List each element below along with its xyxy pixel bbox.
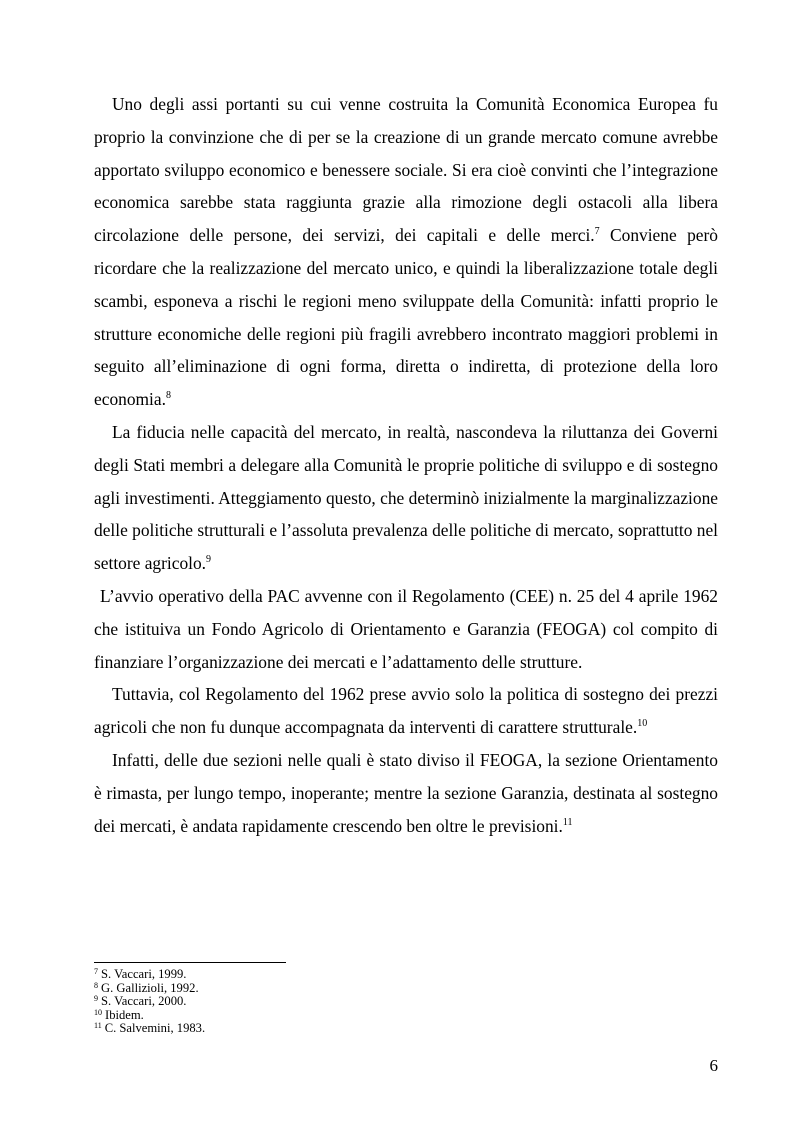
footnote-text: C. Salvemini, 1983. [104,1021,206,1036]
paragraph-3 [94,580,718,678]
paragraph-text: La fiducia nelle capacità del mercato, in realtà, nascondeva la riluttanza dei Governi degli Stati membri a delegare alla Comunità le proprie politiche di sviluppo e di sostegno agli investimenti. Atteggiamento questo, che determinò inizialmente la marginalizzazione delle politiche strutturali e l’assoluta prevalenza delle politiche di mercato, soprattutto nel settore agricolo. [94,421,718,574]
footnote-9 [94,995,494,1009]
footnote-number: 10 [94,1007,102,1017]
paragraph-2 [94,416,718,580]
footnote-8 [94,982,494,996]
paragraph-text: Infatti, delle due sezioni nelle quali è stato diviso il FEOGA, la sezione Orientamento è rimasta, per lungo tempo, inoperante; mentre la sezione Garanzia, destinata al sostegno dei mercati, è andata rapidamente crescendo ben oltre le previsioni. [94,749,718,836]
paragraph-text: Tuttavia, col Regolamento del 1962 prese avvio solo la politica di sostegno dei prezzi agricoli che non fu dunque accompagnata da interventi di carattere strutturale. [94,684,718,738]
footnote-text: Ibidem. [105,1007,144,1022]
footnote-text: G. Gallizioli, 1992. [101,980,199,995]
paragraph-text: L’avvio operativo della PAC avvenne con il Regolamento (CEE) n. 25 del 4 aprile 1962 che istituiva un Fondo Agricolo di Orientamento e Garanzia (FEOGA) col compito di finanziare l’organizzazione dei mercati e l’adattamento delle strutture. [94,585,718,672]
footnote-number: 7 [94,967,98,976]
paragraph-text: Conviene però ricordare che la realizzazione del mercato unico, e quindi la liberalizzazione totale degli scambi, esponeva a rischi le regioni meno sviluppate della Comunità: infatti proprio le strutture economiche delle regioni più fragili avrebbero incontrato maggiori problemi in seguito all’eliminazione di ogni forma, diretta o indiretta, di protezione della loro economia. [94,225,718,410]
footnote-text: S. Vaccari, 1999. [101,967,187,981]
footnote-ref-10: 10 [637,718,648,730]
footnote-ref-9: 9 [206,554,212,566]
footnote-7 [94,968,494,982]
footnote-11 [94,1022,494,1036]
footnotes [94,968,494,1036]
body-text [94,88,718,842]
footnote-number: 11 [94,1021,102,1031]
footnote-ref-8: 8 [165,390,171,402]
paragraph-4 [94,678,718,744]
footnote-text: S. Vaccari, 2000. [101,994,187,1009]
paragraph-1 [94,88,718,416]
footnote-10 [94,1009,494,1023]
footnote-ref-11: 11 [562,816,573,828]
paragraph-text: Uno degli assi portanti su cui venne costruita la Comunità Economica Europea fu proprio la convinzione che di per se la creazione di un grande mercato comune avrebbe apportato sviluppo economico e benessere sociale. Si era cioè convinti che l’integrazione economica sarebbe stata raggiunta grazie alla rimozione degli ostacoli alla libera circolazione delle persone, dei servizi, dei capitali e delle merci. [94,94,718,246]
footnote-number: 9 [94,994,98,1004]
footnote-separator [94,962,286,963]
footnote-ref-7: 7 [594,226,600,238]
paragraph-5 [94,744,718,842]
page-number: 6 [709,1056,718,1075]
footnote-number: 8 [94,980,98,990]
